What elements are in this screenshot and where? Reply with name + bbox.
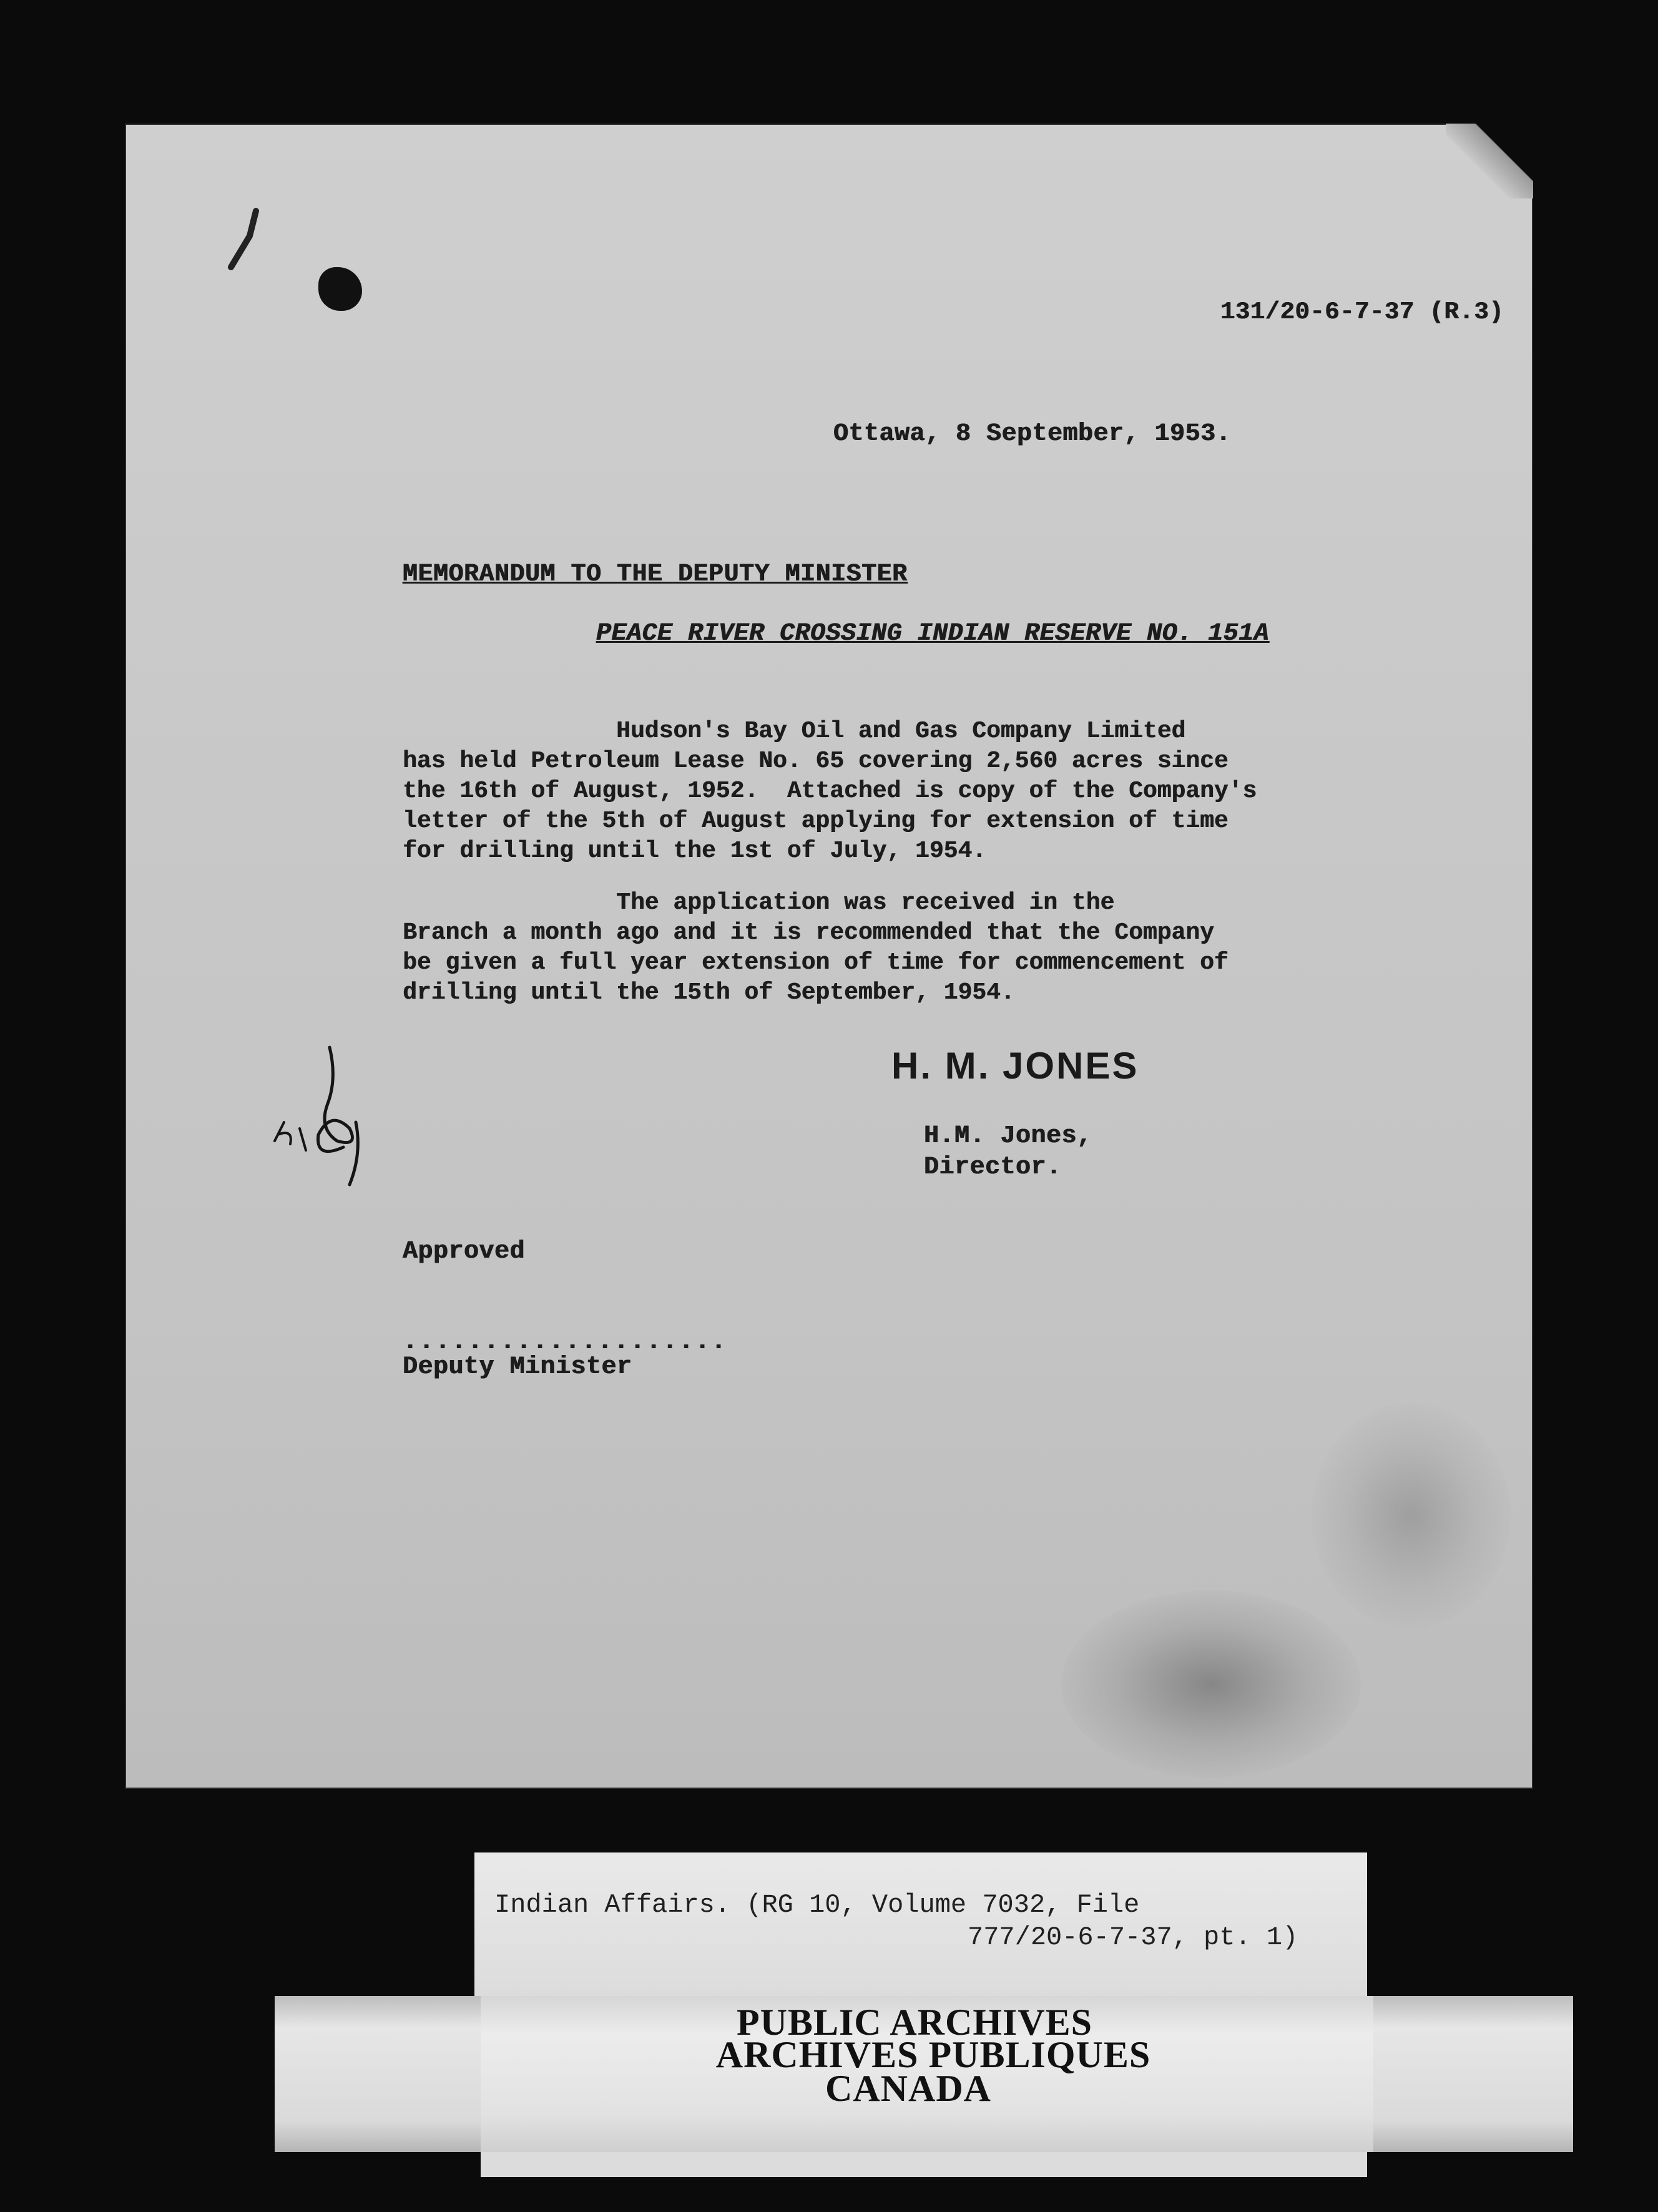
pen-mark-icon	[212, 198, 300, 286]
archive-stamp-line-2: ARCHIVES PUBLIQUES	[715, 2034, 1151, 2075]
citation-line-2: 777/20-6-7-37, pt. 1)	[968, 1922, 1298, 1952]
archive-stamp-line-1: PUBLIC ARCHIVES	[736, 2002, 1093, 2043]
archive-stamp-strip	[275, 1996, 1573, 2152]
memo-page	[125, 124, 1533, 1789]
place-date: Ottawa, 8 September, 1953.	[833, 420, 1232, 448]
file-reference: 131/20-6-7-37 (R.3)	[1220, 298, 1504, 326]
signature-line: ....................	[403, 1328, 728, 1356]
water-stain	[1311, 1403, 1511, 1628]
approved-label: Approved	[403, 1238, 526, 1266]
signature-stamp: H. M. JONES	[891, 1045, 1139, 1087]
signer-name: H.M. Jones,	[924, 1122, 1092, 1150]
handwritten-initials-icon	[256, 1035, 393, 1197]
body-paragraph-1: Hudson's Bay Oil and Gas Company Limited has held Petroleum Lease No. 65 covering 2,560 acres since the 16th of August, 1952. Attached is copy of the Company's letter of the 5th of August applying for extension of time for drilling until the 1st of July, 1954.	[403, 718, 1257, 864]
memo-subject: PEACE RIVER CROSSING INDIAN RESERVE NO. 151A	[596, 620, 1270, 648]
memo-addressee: MEMORANDUM TO THE DEPUTY MINISTER	[403, 560, 908, 589]
archive-stamp-line-3: CANADA	[825, 2068, 991, 2109]
signer-title: Director.	[924, 1153, 1062, 1182]
body-paragraph-2: The application was received in the Branch a month ago and it is recommended that the Company be given a full year extension of time for commencement of drilling until the 15th of September, 1954.	[403, 889, 1229, 1006]
folded-corner	[1446, 124, 1533, 198]
citation-line-1: Indian Affairs. (RG 10, Volume 7032, File	[494, 1890, 1140, 1920]
label-bottom-edge	[481, 2152, 1367, 2177]
archive-stamp-label	[481, 1996, 1373, 2152]
deputy-minister-label: Deputy Minister	[403, 1353, 632, 1381]
water-stain	[1061, 1590, 1361, 1778]
archive-citation-label	[474, 1852, 1367, 1996]
punch-hole	[318, 267, 362, 311]
